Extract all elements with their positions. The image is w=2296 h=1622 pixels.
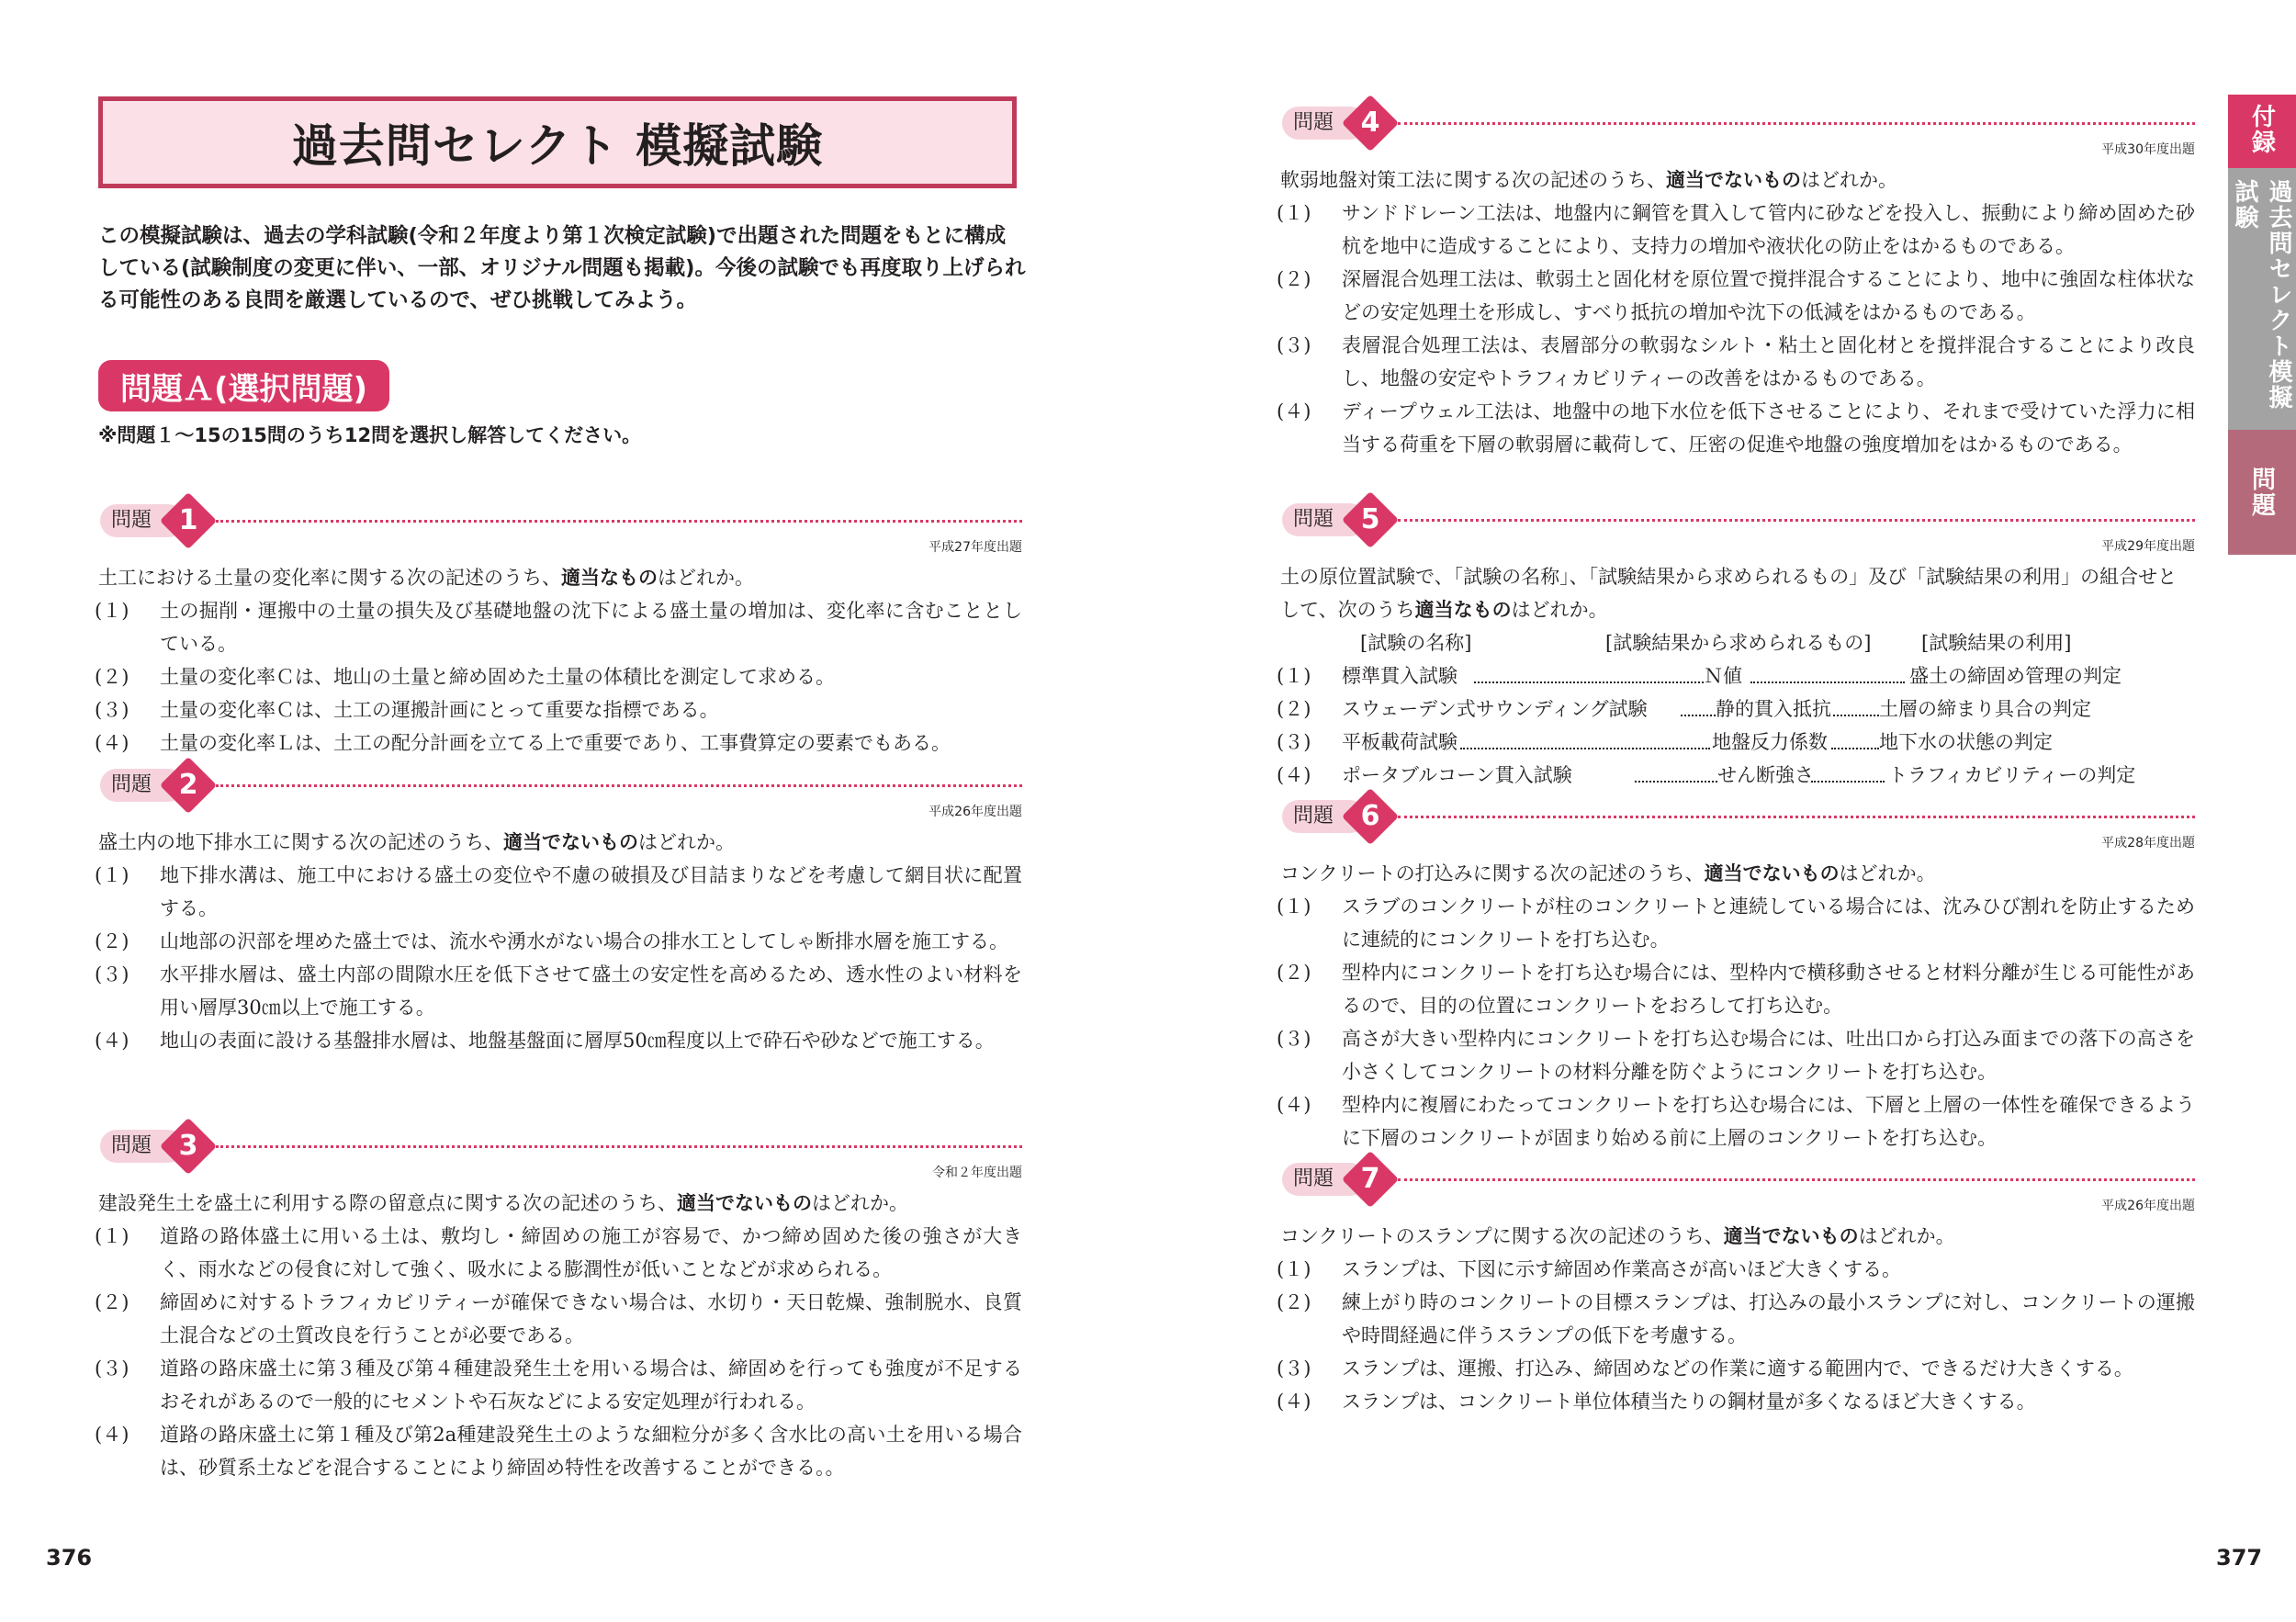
option: (２) 締固めに対するトラフィカビリティーが確保できない場合は、水切り・天日乾燥、強制脱水、良質土混合などの土質改良を行うことが必要である。: [95, 1291, 1022, 1346]
question-5: [1277, 494, 2195, 792]
side-tab-questions: 問題: [2228, 430, 2296, 555]
option: (１) 土の掘削・運搬中の土量の損失及び基礎地盤の沈下による盛土量の増加は、変化率に含むこととしている。: [95, 600, 1022, 655]
leader-dots: [1750, 665, 1905, 683]
dotted-divider: [1398, 122, 2195, 125]
question-number: 1: [178, 504, 198, 536]
leader-dots: [1833, 698, 1879, 716]
header-result: [試験結果から求められるもの]: [1605, 632, 1872, 654]
leader-dots: [1635, 764, 1717, 783]
section-note: ※問題１～15の15問のうち12問を選択し解答してください。: [98, 424, 642, 446]
question-number: 2: [178, 769, 198, 801]
question-number: 3: [178, 1130, 198, 1162]
dotted-divider: [216, 1145, 1022, 1148]
question-stem: 建設発生土を盛土に利用する際の留意点に関する次の記述のうち、適当でないものはどれか。: [98, 1192, 908, 1214]
side-tab-mock-exam: 過去問セレクト模擬試験: [2228, 168, 2296, 430]
page-number-right: 377: [2216, 1545, 2263, 1571]
leader-dots: [1831, 731, 1879, 749]
question-3: [95, 1121, 1022, 1484]
header-use: [試験結果の利用]: [1921, 632, 2072, 654]
option: (２) 山地部の沢部を埋めた盛土では、流水や湧水がない場合の排水工としてしゃ断排水層を施工する。: [95, 930, 1008, 952]
question-year: 平成27年度出題: [929, 540, 1022, 555]
question-header: [1277, 1154, 2195, 1213]
option: (４) スランプは、コンクリート単位体積当たりの鋼材量が多くなるほど大きくする。: [1277, 1391, 2036, 1413]
question-label: 問題: [100, 769, 185, 802]
option: (１) スラブのコンクリートが柱のコンクリートと連続している場合には、沈みひび割れを防止するために連続的にコンクリートを打ち込む。: [1277, 895, 2195, 951]
option: (１) サンドドレーン工法は、地盤内に鋼管を貫入して管内に砂などを投入し、振動により締め固めた砂杭を地中に造成することにより、支持力の増加や液状化の防止をはかるものである。: [1277, 202, 2195, 257]
table-row: (２) スウェーデン式サウンディング試験 静的貫入抵抗 土層の締まり具合の判定: [1277, 698, 2091, 720]
option: (１) 道路の路体盛土に用いる土は、敷均し・締固めの施工が容易で、かつ締め固めた後の強さが大きく、雨水などの侵食に対して強く、吸水による膨潤性が低いことなどが求められる。: [95, 1225, 1022, 1280]
question-year: 令和２年度出題: [932, 1166, 1022, 1180]
question-stem: コンクリートの打込みに関する次の記述のうち、適当でないものはどれか。: [1280, 862, 1936, 884]
dotted-divider: [216, 784, 1022, 787]
dotted-divider: [216, 520, 1022, 523]
question-stem: 盛土内の地下排水工に関する次の記述のうち、適当でないものはどれか。: [98, 831, 735, 853]
exam-title-box: [98, 96, 1017, 188]
option: (４) 地山の表面に設ける基盤排水層は、地盤基盤面に層厚50㎝程度以上で砕石や砂などで施工する。: [95, 1030, 995, 1052]
option: (３) スランプは、運搬、打込み、締固めなどの作業に適する範囲内で、できるだけ大きくする。: [1277, 1357, 2133, 1380]
leader-dots: [1681, 698, 1716, 716]
option: (２) 土量の変化率Ｃは、地山の土量と締め固めた土量の体積比を測定して求める。: [95, 666, 835, 688]
question-stem: コンクリートのスランプに関する次の記述のうち、適当でないものはどれか。: [1280, 1225, 1955, 1247]
question-header: [1277, 791, 2195, 850]
page-number-left: 376: [46, 1545, 93, 1571]
option: (３) 土量の変化率Ｃは、土工の運搬計画にとって重要な指標である。: [95, 699, 719, 721]
question-year: 平成29年度出題: [2101, 539, 2195, 554]
question-stem: 土の原位置試験で、「試験の名称」、「試験結果から求められるもの」及び「試験結果の利用」の組合せとして、次のうち適当なものはどれか。: [1280, 566, 2178, 621]
question-number: 4: [1360, 107, 1380, 139]
leader-dots: [1474, 665, 1704, 683]
option: (２) 練上がり時のコンクリートの目標スランプは、打込みの最小スランプに対し、コンクリートの運搬や時間経過に伴うスランプの低下を考慮する。: [1277, 1291, 2195, 1346]
combination-table-header: [1277, 626, 2195, 659]
question-number: 7: [1360, 1163, 1380, 1195]
side-tab-appendix: 付録: [2228, 95, 2296, 168]
option: (４) 道路の路床盛土に第１種及び第2a種建設発生土のような細粒分が多く含水比の高い土を用いる場合は、砂質系土などを混合することにより締固め特性を改善することができる。。: [95, 1424, 1022, 1479]
section-title: 問題Ａ(選択問題): [98, 360, 389, 411]
option: (３) 道路の路床盛土に第３種及び第４種建設発生土を用いる場合は、締固めを行っても強度が不足するおそれがあるので一般的にセメントや石灰などによる安定処理が行われる。: [95, 1357, 1022, 1413]
question-2: [95, 760, 1022, 1057]
leader-dots: [1460, 731, 1710, 749]
right-page: [1148, 0, 2296, 1622]
option: (４) 型枠内に複層にわたってコンクリートを打ち込む場合には、下層と上層の一体性を確保できるように下層のコンクリートが固まり始める前に上層のコンクリートを打ち込む。: [1277, 1094, 2195, 1149]
question-header: [95, 1121, 1022, 1180]
dotted-divider: [1398, 1178, 2195, 1181]
question-7: [1277, 1154, 2195, 1418]
question-1: [95, 495, 1022, 760]
intro-text: この模擬試験は、過去の学科試験(令和２年度より第１次検定試験)で出題された問題をもとに構成している(試験制度の変更に伴い、一部、オリジナル問題も掲載)。今後の試験でも再度取り上げられる可能性のある良問を厳選しているので、ぜひ挑戦してみよう。: [98, 224, 1026, 312]
table-row: (３) 平板載荷試験 地盤反力係数 地下水の状態の判定: [1277, 731, 2053, 753]
question-label: 問題: [1282, 107, 1367, 140]
option: (４) ディープウェル工法は、地盤中の地下水位を低下させることにより、それまで受けていた浮力に相当する荷重を下層の軟弱層に載荷して、圧密の促進や地盤の強度増加をはかるものである。: [1277, 400, 2195, 456]
question-year: 平成30年度出題: [2101, 142, 2195, 157]
table-row: (４) ポータブルコーン貫入試験 せん断強さ トラフィカビリティーの判定: [1277, 764, 2136, 786]
header-test-name: [試験の名称]: [1360, 632, 1472, 654]
question-year: 平成26年度出題: [929, 805, 1022, 819]
question-label: 問題: [100, 504, 185, 537]
question-year: 平成28年度出題: [2101, 836, 2195, 850]
option: (４) 土量の変化率Ｌは、土工の配分計画を立てる上で重要であり、工事費算定の要素でもある。: [95, 732, 951, 754]
question-header: [95, 495, 1022, 555]
question-header: [1277, 494, 2195, 554]
question-label: 問題: [1282, 503, 1367, 536]
option: (１) 地下排水溝は、施工中における盛土の変位や不慮の破損及び目詰まりなどを考慮して網目状に配置する。: [95, 864, 1022, 919]
exam-title: 過去問セレクト 模擬試験: [291, 119, 824, 173]
question-stem: 土工における土量の変化率に関する次の記述のうち、適当なものはどれか。: [98, 567, 754, 589]
question-6: [1277, 791, 2195, 1155]
question-number: 5: [1360, 503, 1380, 535]
question-header: [95, 760, 1022, 819]
option: (２) 深層混合処理工法は、軟弱土と固化材を原位置で撹拌混合することにより、地中に強固な柱体状などの安定処理土を形成し、すべり抵抗の増加や沈下の低減をはかるものである。: [1277, 268, 2195, 323]
option: (３) 高さが大きい型枠内にコンクリートを打ち込む場合には、吐出口から打込み面までの落下の高さを小さくしてコンクリートの材料分離を防ぐようにコンクリートを打ち込む。: [1277, 1028, 2195, 1083]
question-label: 問題: [1282, 800, 1367, 833]
question-number: 6: [1360, 800, 1380, 832]
question-label: 問題: [1282, 1163, 1367, 1196]
dotted-divider: [1398, 816, 2195, 818]
question-stem: 軟弱地盤対策工法に関する次の記述のうち、適当でないものはどれか。: [1280, 169, 1897, 191]
option: (１) スランプは、下図に示す締固め作業高さが高いほど大きくする。: [1277, 1258, 1901, 1280]
question-year: 平成26年度出題: [2101, 1199, 2195, 1213]
dotted-divider: [1398, 519, 2195, 522]
option: (３) 表層混合処理工法は、表層部分の軟弱なシルト・粘土と固化材とを撹拌混合することにより改良し、地盤の安定やトラフィカビリティーの改善をはかるものである。: [1277, 334, 2195, 389]
leader-dots: [1811, 764, 1885, 783]
option: (２) 型枠内にコンクリートを打ち込む場合には、型枠内で横移動させると材料分離が生じる可能性があるので、目的の位置にコンクリートをおろして打ち込む。: [1277, 962, 2195, 1017]
question-header: [1277, 97, 2195, 157]
question-label: 問題: [100, 1130, 185, 1163]
question-4: [1277, 97, 2195, 461]
table-row: (１) 標準貫入試験 Ｎ値 盛土の締固め管理の判定: [1277, 665, 2122, 687]
option: (３) 水平排水層は、盛土内部の間隙水圧を低下させて盛土の安定性を高めるため、透水性のよい材料を用い層厚30㎝以上で施工する。: [95, 963, 1022, 1019]
